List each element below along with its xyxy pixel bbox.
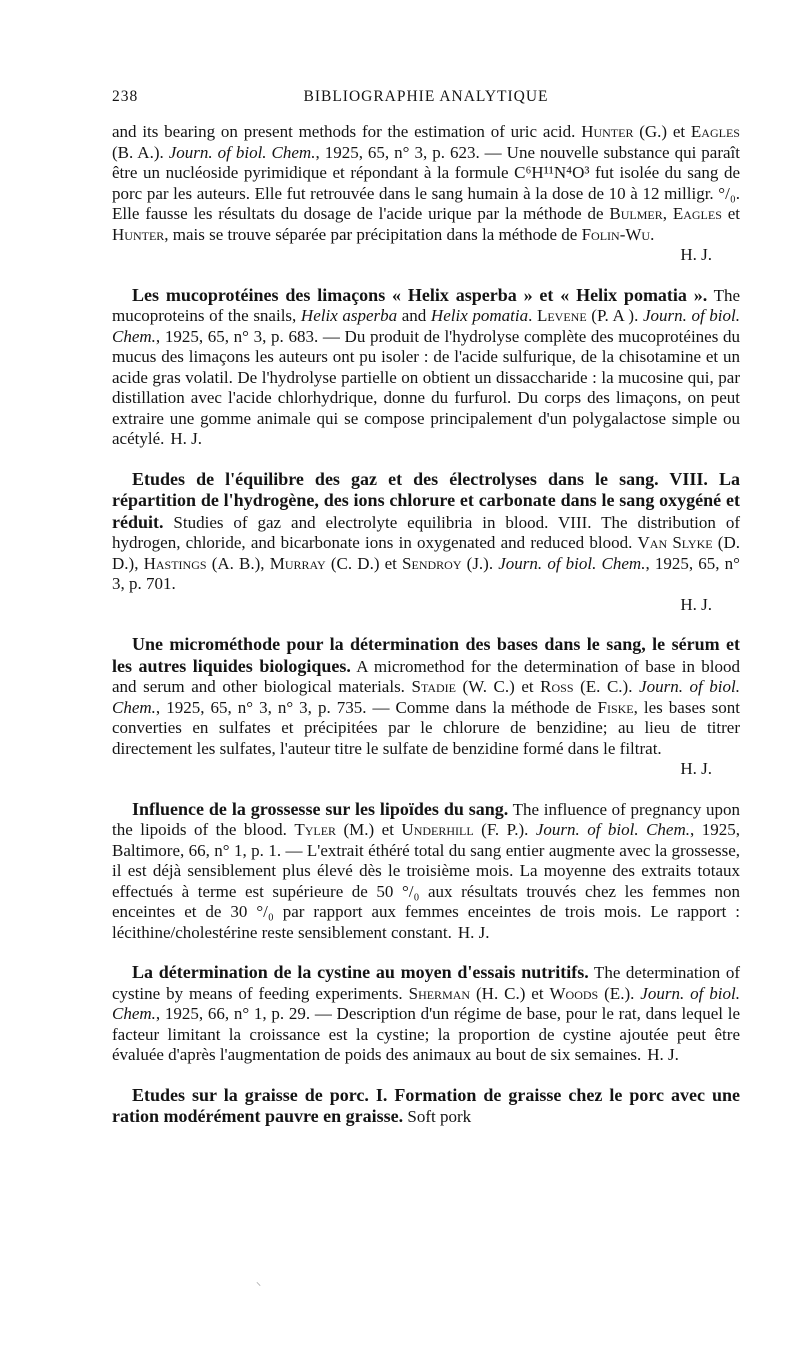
english-title: The determination of cystine by means of feeding experiments.: [112, 963, 740, 1003]
entry-pregnancy-lipoids: [112, 799, 740, 944]
entry-uric-acid-continuation: [112, 122, 740, 266]
entry-body: [112, 799, 740, 944]
journal-name: Journ. of biol. Chem.: [112, 677, 740, 717]
separator: et: [721, 204, 740, 223]
connector: and: [397, 306, 431, 325]
author-initials: (M.) et: [336, 820, 402, 839]
author: Tyler: [294, 820, 337, 839]
author-initials: (D. D.),: [112, 533, 740, 573]
author: Sherman: [408, 983, 471, 1003]
author: Stadie: [411, 677, 456, 696]
author: Woods: [549, 983, 599, 1003]
author: Underhill: [401, 820, 474, 839]
entry-body: [112, 122, 740, 266]
author: Van Slyke: [637, 533, 713, 552]
author-initials: (F. P.).: [473, 820, 536, 839]
english-title: A micromethod for the determination of base in blood and serum and other biological materials.: [112, 656, 740, 696]
entry-body: [112, 1085, 740, 1128]
entry-title: Etudes de l'équilibre des gaz et des électrolyses dans le sang. VIII. La répartition de l'hydrogène, des ions chlorure et carbonate dans le sang oxygéné et réduit.: [112, 468, 740, 532]
signature: H. J.: [680, 594, 712, 614]
entry-title: Influence de la grossesse sur les lipoïdes du sang.: [132, 798, 509, 819]
author-initials: (H. C.) et: [470, 983, 550, 1003]
entry-micromethod: [112, 634, 740, 780]
author-initials: (E.).: [598, 983, 641, 1003]
author-initials: (P. A ).: [586, 306, 643, 325]
entries: [112, 122, 740, 1128]
journal-name: Journ. of biol. Chem.: [168, 142, 316, 162]
abstract-text: , mais se trouve séparée par précipitation dans la méthode de: [164, 224, 582, 244]
abstract-text: , 1925, 66, n° 1, p. 29. — Description d'un régime de base, pour le rat, dans lequel le facteur limitant la croissance est la cystine; la proportion de cystine ajoutée peut être évaluée d'après l'augmentation de poids des animaux au bout de six semaines.: [112, 1004, 740, 1064]
entry-title: Etudes sur la graisse de porc. I. Formation de graisse chez le porc avec une ration modérément pauvre en graisse.: [112, 1084, 740, 1126]
author: Levene: [536, 306, 587, 325]
continuation-text: and its bearing on present methods for the estimation of uric acid.: [112, 122, 582, 141]
author: Hastings: [143, 553, 207, 573]
running-title: BIBLIOGRAPHIE ANALYTIQUE: [303, 88, 549, 105]
author: Ross: [540, 677, 574, 696]
signature: H. J.: [457, 922, 490, 942]
entry-body: [112, 469, 740, 616]
entry-body: [112, 634, 740, 780]
method-name: Folin-Wu: [581, 224, 651, 244]
stray-mark: ⸜: [256, 1277, 261, 1288]
author-initials: (C. D.) et: [325, 553, 403, 573]
punctuation: .: [528, 306, 537, 325]
abstract-text: , 1925, 65, n° 3, p. 623. — Une nouvelle substance qui paraît être un nucléoside pyrimidique et répondant à la formule C⁶H¹¹N⁴O³ fut isolée du sang de porc par les auteurs. Elle fut retrouvée dans le sang humain à la dose de 10 à 12 milligr. °/₀. Elle fausse les résultats du dosage de l'acide urique par la méthode de: [112, 142, 741, 223]
signature: H. J.: [680, 245, 712, 264]
author: Hunter: [581, 122, 634, 141]
method-name: Hunter: [112, 224, 165, 244]
english-title: Soft pork: [403, 1107, 472, 1126]
punctuation: .: [650, 224, 655, 244]
abstract-text: , les bases sont converties en sulfates et précipitées par le chlorure de benzidine; au lieu de titrer directement les sulfates, l'auteur titre le sulfate de benzidine formé dans le filtrat.: [112, 697, 740, 758]
author-initials: (G.) et: [633, 122, 691, 141]
entry-title: Les mucoprotéines des limaçons « Helix asperba » et « Helix pomatia ».: [132, 284, 708, 305]
citation: , 1925, 65, n° 3, p. 701.: [112, 553, 740, 593]
entry-gas-equilibrium: [112, 469, 740, 616]
running-head: [112, 88, 740, 114]
entry-body: [112, 285, 740, 450]
author-initials: (A. B.),: [206, 553, 270, 573]
journal-name: Journ. of biol. Chem.: [498, 553, 646, 573]
method-name: Bulmer: [609, 204, 663, 223]
author-initials: (B. A.).: [112, 142, 169, 162]
author: Murray: [269, 553, 326, 573]
abstract-text: , 1925, Baltimore, 66, n° 1, p. 1. — L'extrait éthéré total du sang entier augmente avec la grossesse, il est déjà sensiblement plus élevé dès le troisième mois. La moyenne des extraits totaux effectués à terme est supérieure de 50 °/₀ aux résultats trouvés chez les femmes non enceintes et de 30 °/₀ par rapport aux femmes enceintes de trois mois. Le rapport : lécithine/cholestérine reste sensiblement constant.: [112, 820, 740, 942]
method-name: Eagles: [672, 204, 722, 223]
abstract-text: , 1925, 65, n° 3, p. 683. — Du produit de l'hydrolyse complète des mucoprotéines du mucus des limaçons les auteurs ont pu isoler : de l'acide sulfurique, de la chisotamine et un acide gras volatil. De l'hydrolyse partielle on obtient un dissaccharide : la mucosine qui, par distillation avec l'acide chlorhydrique, donne du furfurol. Du corps des limaçons, on peut extraire une gomme animale qui se compose principalement d'un polygalactose simple ou acétylé.: [112, 326, 740, 448]
entry-mucoproteins: [112, 285, 740, 450]
entry-cystine: [112, 962, 740, 1066]
signature: H. J.: [170, 429, 203, 448]
signature: H. J.: [647, 1045, 679, 1064]
entry-title: La détermination de la cystine au moyen d'essais nutritifs.: [132, 962, 589, 982]
english-title: The mucoproteins of the snails,: [112, 285, 740, 325]
author: Sendroy: [402, 553, 462, 573]
species-name: Helix asperba: [300, 306, 398, 325]
page-number: 238: [112, 88, 139, 105]
separator: ,: [662, 204, 673, 223]
english-title: The influence of pregnancy upon the lipoids of the blood.: [112, 799, 740, 839]
author-initials: (W. C.) et: [455, 677, 541, 696]
author-initials: (E. C.).: [573, 677, 640, 696]
species-name: Helix pomatia: [430, 306, 529, 325]
journal-name: Journ. of biol. Chem.: [112, 306, 741, 346]
entry-pork-fat: [112, 1085, 740, 1128]
abstract-text: , 1925, 65, n° 3, n° 3, p. 735. — Comme dans la méthode de: [155, 697, 598, 717]
english-title: Studies of gaz and electrolyte equilibria in blood. VIII. The distribution of hydrogen, chloride, and bicarbonate ions in oxygenated and reduced blood.: [112, 512, 740, 552]
author: Eagles: [690, 122, 740, 141]
method-name: Fiske: [597, 697, 634, 717]
author-initials: (J.).: [461, 553, 499, 573]
signature: H. J.: [680, 759, 712, 778]
journal-name: Journ. of biol. Chem.: [535, 820, 691, 839]
entry-body: [112, 962, 740, 1066]
journal-name: Journ. of biol. Chem.: [112, 983, 740, 1023]
entry-title: Une microméthode pour la détermination des bases dans le sang, le sérum et les autres liquides biologiques.: [112, 634, 740, 676]
